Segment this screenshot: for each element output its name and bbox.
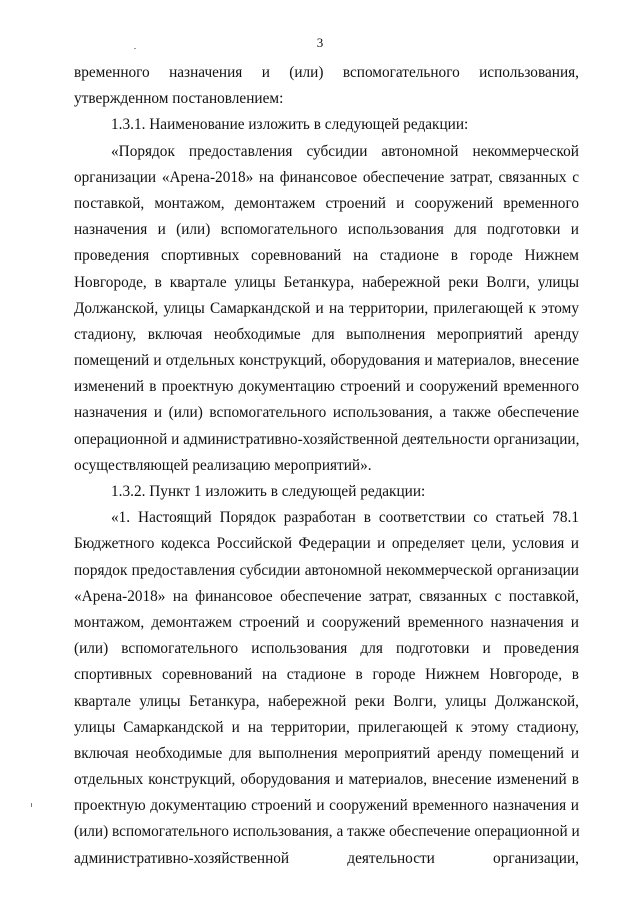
- text-line: включая необходимые для выполнения мероприятий аренду помещений и: [74, 744, 579, 762]
- text-line: назначения и (или) вспомогательного использования, а также обеспечение: [74, 404, 579, 422]
- text-line: стадиону, включая необходимые для выполнения мероприятий аренду: [74, 325, 579, 343]
- text-line: квартале улицы Бетанкура, набережной реки Волги, улицы Должанской,: [74, 692, 579, 710]
- text-line: проведения спортивных соревнований на стадионе в городе Нижнем: [74, 247, 579, 265]
- text-line: «Арена-2018» на финансовое обеспечение затрат, связанных с поставкой,: [74, 587, 579, 605]
- scan-artifact: [31, 803, 32, 807]
- text-line: изменений в проектную документацию строений и сооружений временного: [74, 378, 579, 396]
- text-line: операционной и административно-хозяйственной деятельности организации,: [74, 430, 580, 448]
- document-body: [74, 60, 579, 872]
- text-line: отдельных конструкций, оборудования и материалов, внесение изменений в: [74, 771, 579, 789]
- text-line: осуществляющей реализацию мероприятий».: [74, 456, 372, 474]
- text-line: организации «Арена-2018» на финансовое обеспечение затрат, связанных с: [74, 168, 579, 186]
- text-line: утвержденном постановлением:: [74, 90, 284, 108]
- text-line: назначения и (или) вспомогательного использования для подготовки и: [74, 221, 579, 239]
- text-line: Новгороде, в квартале улицы Бетанкура, набережной реки Волги, улицы: [74, 273, 579, 291]
- text-line: 1.3.1. Наименование изложить в следующей редакции:: [111, 116, 469, 134]
- scan-artifact: [134, 48, 136, 49]
- text-line: временного назначения и (или) вспомогательного использования,: [74, 64, 579, 81]
- text-line: помещений и отдельных конструкций, оборудования и материалов, внесение: [74, 352, 579, 370]
- text-line: (или) вспомогательного использования для подготовки и проведения: [74, 640, 579, 658]
- text-line: 1.3.2. Пункт 1 изложить в следующей редакции:: [111, 483, 426, 500]
- text-line: порядок предоставления субсидии автономной некоммерческой организации: [74, 561, 579, 579]
- text-line: монтажом, демонтажем строений и сооружений временного назначения и: [74, 613, 579, 631]
- text-line: (или) вспомогательного использования, а также обеспечение операционной и: [74, 823, 580, 841]
- text-line: проектную документацию строений и сооружений временного назначения и: [74, 797, 579, 815]
- page-number: 3: [316, 35, 324, 50]
- text-line: «Порядок предоставления субсидии автономной некоммерческой: [111, 142, 579, 160]
- text-line: поставкой, монтажом, демонтажем строений и сооружений временного: [74, 194, 579, 212]
- text-line: улицы Самаркандской и на территории, прилегающей к этому стадиону,: [74, 718, 579, 736]
- text-line: административно-хозяйственной деятельности организации,: [74, 849, 579, 867]
- text-line: «1. Настоящий Порядок разработан в соответствии со статьей 78.1: [111, 509, 579, 527]
- text-line: Должанской, улицы Самаркандской и на территории, прилегающей к этому: [74, 299, 579, 317]
- text-line: Бюджетного кодекса Российской Федерации и определяет цели, условия и: [74, 535, 579, 553]
- text-line: спортивных соревнований на стадионе в городе Нижнем Новгороде, в: [74, 666, 579, 684]
